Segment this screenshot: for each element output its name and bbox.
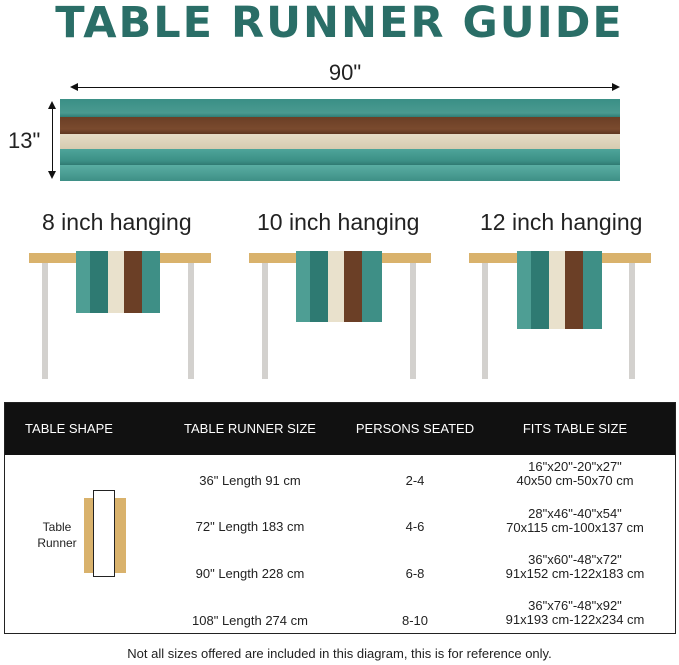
row-3-persons: 6-8 [405,566,425,581]
length-arrow [72,87,618,88]
runner-drape-10 [296,251,382,322]
row-2-persons: 4-6 [405,519,425,534]
runner-drape-12 [517,251,602,329]
row-4-persons: 8-10 [401,613,429,628]
row-1-persons: 2-4 [405,473,425,488]
row-1-fits: 16"x20"-20"x27" 40x50 cm-50x70 cm [516,459,634,488]
table-header [5,403,675,455]
row-2-fits: 28"x46"-40"x54" 70x115 cm-100x137 cm [506,506,644,535]
width-arrow [52,103,53,177]
hanging-label-8: 8 inch hanging [42,209,192,235]
table-shape-label: Table Runner [37,520,77,550]
table-leg [410,263,416,379]
row-2-size: 72" Length 183 cm [195,519,305,534]
runner-drape-8 [76,251,160,313]
mini-runner-icon [93,490,115,577]
size-table [4,402,676,634]
hanging-label-12: 12 inch hanging [480,209,643,235]
table-leg [629,263,635,379]
header-persons-seated: PERSONS SEATED [355,421,475,436]
hanging-label-10: 10 inch hanging [257,209,420,235]
row-4-fits: 36"x76"-48"x92" 91x193 cm-122x234 cm [505,598,645,627]
table-leg [482,263,488,379]
table-leg [42,263,48,379]
row-3-size: 90" Length 228 cm [195,566,305,581]
footnote: Not all sizes offered are included in this diagram, this is for reference only. [127,646,552,661]
page-title: TABLE RUNNER GUIDE [55,0,624,48]
header-runner-size: TABLE RUNNER SIZE [184,421,316,436]
row-1-size: 36" Length 91 cm [199,473,301,488]
length-dimension-label: 90" [328,60,362,85]
width-dimension-label: 13" [8,128,41,153]
row-4-size: 108" Length 274 cm [192,613,308,628]
table-leg [188,263,194,379]
header-fits-table-size: FITS TABLE SIZE [522,421,628,436]
table-leg [262,263,268,379]
table-runner-image [60,99,620,181]
row-3-fits: 36"x60"-48"x72" 91x152 cm-122x183 cm [505,552,645,581]
header-table-shape: TABLE SHAPE [25,421,113,436]
